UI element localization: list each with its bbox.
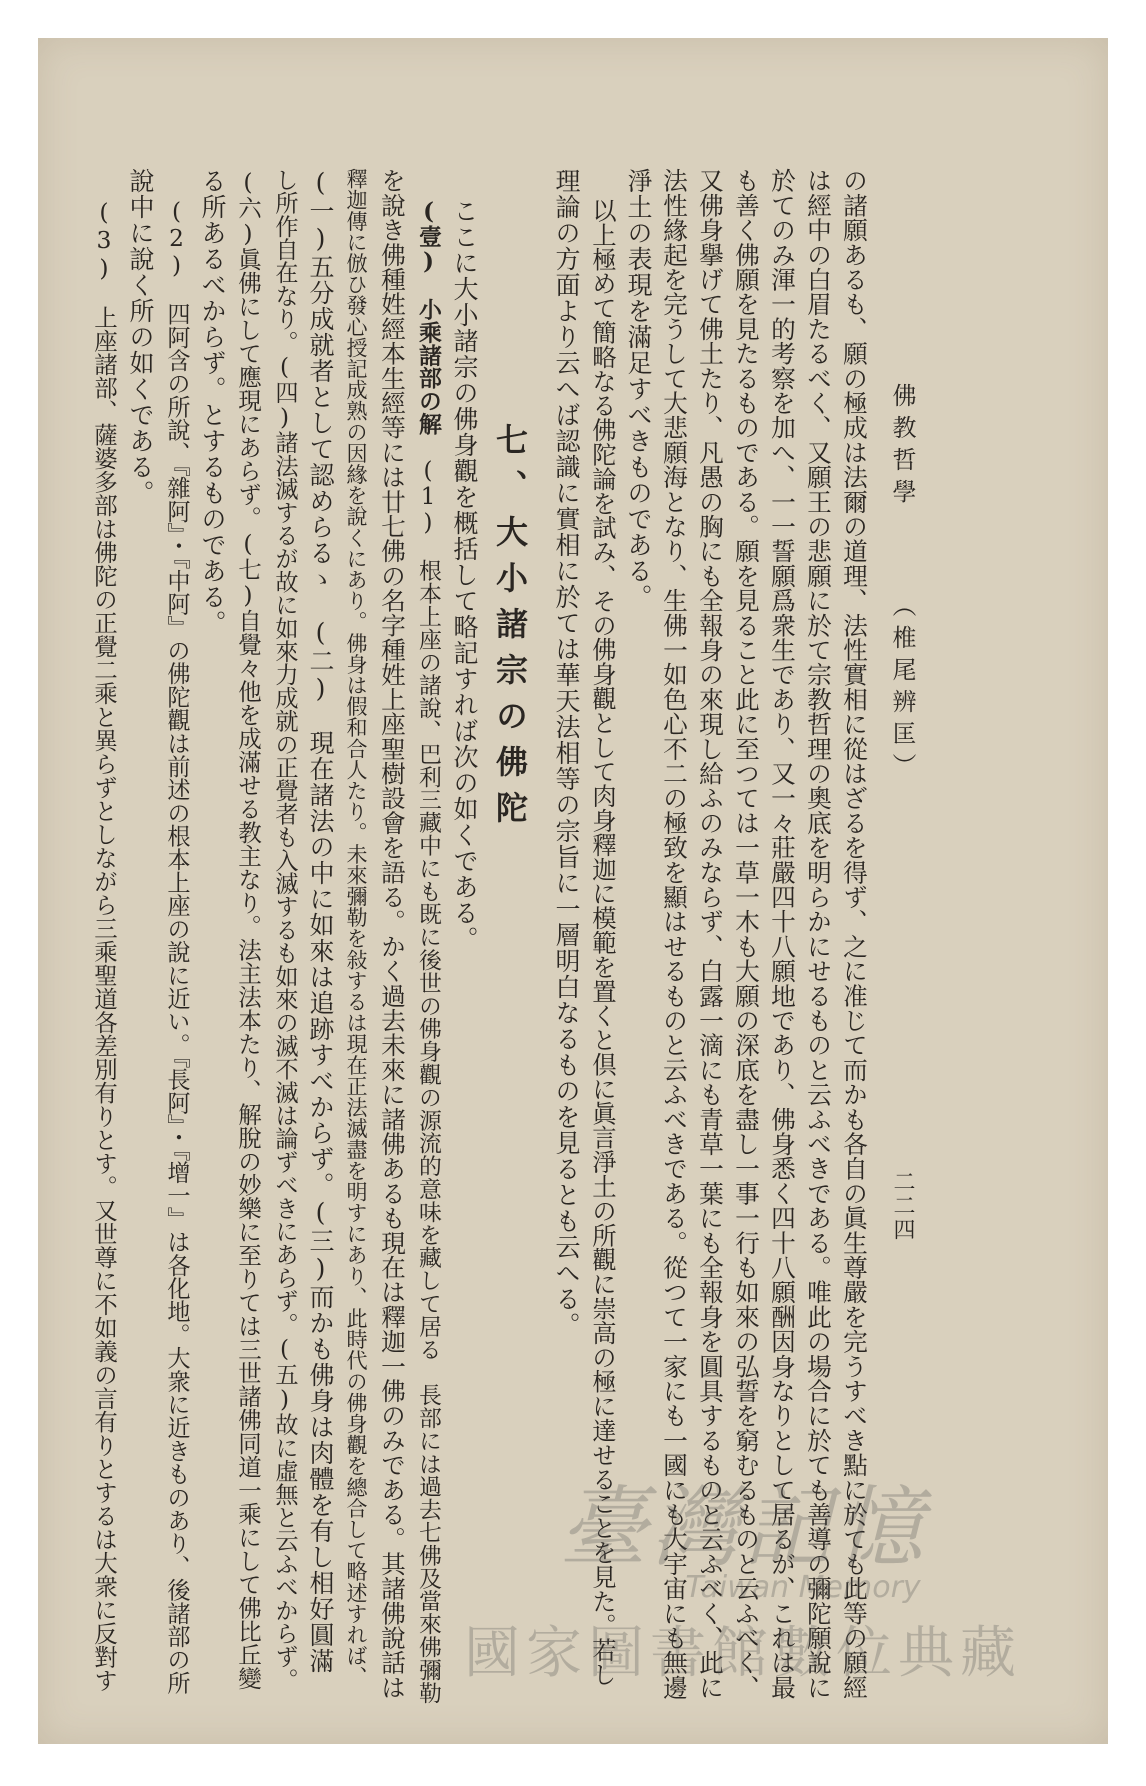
subsection-heading: (壹) 小乘諸部の解 — [415, 198, 442, 436]
body-line: る所あるべからず。とするものである。 — [198, 168, 227, 636]
body-line: は經中の白眉たるべく、又願王の悲願に於て宗教哲理の奧底を明らかにせるものと云ふべきである。唯此の場合に於ても善導の彌陀願說に — [804, 168, 833, 1700]
book-title: 佛教哲學 — [888, 383, 916, 511]
author-name: （椎尾辨匡） — [888, 593, 916, 785]
note-line: (2) 四阿含の所說、『雜阿』・『中阿』の佛陀觀は前述の根本上座の說に近い。『長阿』・『增一』は各化地。大衆に近きものあり、後諸部の所 — [163, 198, 190, 1695]
note-line: 說中に說く所の如くである。 — [126, 168, 155, 506]
watermark-subtitle: Taiwan Memory — [685, 1570, 921, 1605]
body-line: 法性緣起を完うして大悲願海となり、生佛一如色心不二の極致を顯はせるものと云ふべきである。從つて一家にも一國にも大宇宙にも無邊 — [660, 168, 689, 1700]
body-line: (一)五分成就者として認めらるゝ (二) 現在諸法の中に如來は追跡すべからず。(三)而かも佛身は肉體を有し相好圓滿 — [306, 168, 335, 1674]
watermark-logo: 臺灣記憶 — [558, 1476, 927, 1579]
subsection-first-text: (1) 根本上座の諸說、巴利三藏中にも既に後世の佛身觀の源流的意味を藏して居る 長部には過去七佛及當來佛彌勒 — [415, 435, 441, 1705]
body-line: (六)眞佛にして應現にあらず。(七)自覺々他を成滿せる教主なり。法主法本たり、解脫の妙樂に至りては三世諸佛同道一乘にして佛比丘變 — [234, 168, 262, 1690]
body-line: 理論の方面より云へば認識に實相に於ては華天法相等の宗旨に一層明白なるものを見るとも云へる。 — [552, 168, 581, 1338]
watermark-org: 國家圖書館數位典藏 — [464, 1621, 1022, 1686]
intro-text: ここに大小諸宗の佛身觀を概括して略記すれば次の如くである。 — [450, 198, 479, 952]
body-line: を說き佛種姓經本生經等には廿七佛の名字種姓上座聖樹設會を語る。かく過去未來に諸佛あるも現在は釋迦一佛のみである。其諸佛說話は — [378, 168, 407, 1700]
watermark — [464, 1458, 1022, 1689]
body-line: 釋迦傳に倣ひ發心授記成熟の因緣を說くにあり。佛身は假和合人たり。未來彌勒を敍するは現在正法滅盡を明すにあり、此時代の佛身觀を總合して略述すれば、 — [344, 168, 369, 1688]
body-line: 於てのみ渾一的考察を加へ、一一誓願爲衆生であり、又一々莊嚴四十八願地であり、佛身悉く四十八願酬因身なりとして居るが、これは最 — [768, 168, 797, 1700]
body-line: の諸願あるも、願の極成は法爾の道理、法性實相に從はざるを得ず、之に准じて而かも各自の眞生尊嚴を完うすべき點に於ても此等の願經 — [840, 168, 869, 1700]
body-line: も善く佛願を見たるものである。願を見ること此に至つては一草一木も大願の深底を盡し一事一行も如來の弘誓を窮むるものと云ふべく、 — [732, 168, 761, 1700]
body-line: 淨土の表現を滿足すべきものである。 — [624, 168, 653, 610]
body-line: し所作自在なり。(四)諸法滅するが故に如來力成就の正覺者も入滅するも如來の滅不滅は論ずべきにあらず。(五)故に虛無と云ふべからず。 — [271, 168, 298, 1692]
subsection-first-line — [412, 198, 444, 1704]
body-line: 又佛身擧げて佛土たり、凡愚の胸にも全報身の來現し給ふのみならず、白露一滴にも青草一葉にも全報身を圓具するものと云ふべく、此に — [696, 168, 725, 1700]
note-line: (3) 上座諸部、薩婆多部は佛陀の正覺二乘と異らずとしながら三乘聖道各差別有りとす。又世尊に不如義の言有りとするは大衆に反對す — [90, 198, 118, 1692]
section-title: 七、大小諸宗の佛陀 — [491, 423, 529, 837]
page-number: 二二四 — [890, 1170, 915, 1242]
document-page — [38, 38, 1108, 1744]
body-line: 以上極めて簡略なる佛陀論を試み、その佛身觀として肉身釋迦に模範を置くと倶に眞言淨土の所觀に崇高の極に達せることを見た。若し — [588, 198, 617, 1687]
